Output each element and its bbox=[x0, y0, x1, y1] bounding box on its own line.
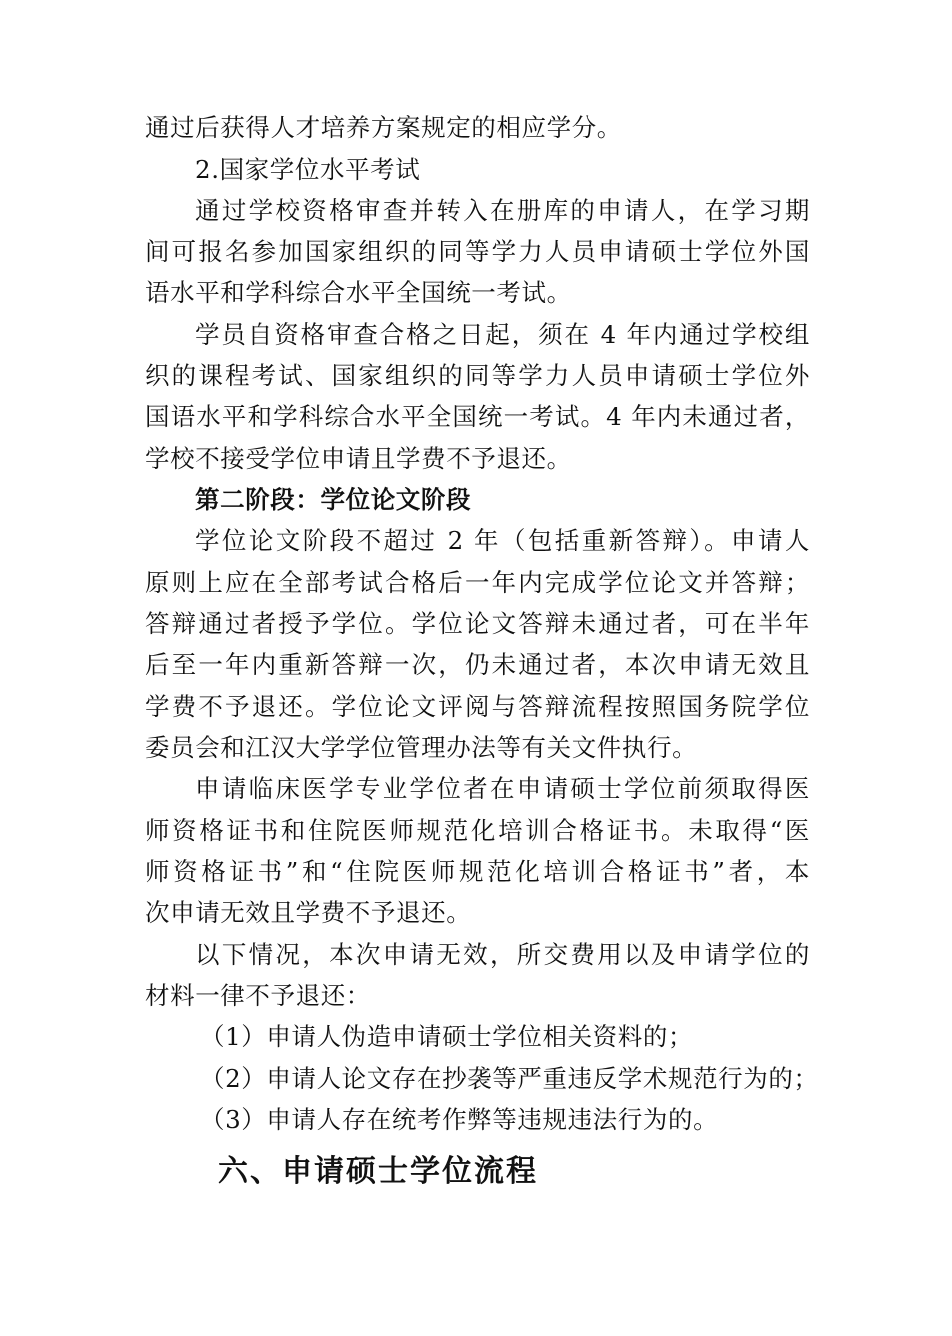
paragraph-line: 答辩通过者授予学位。学位论文答辩未通过者，可在半年 bbox=[145, 609, 810, 638]
paragraph-line: 学费不予退还。学位论文评阅与答辩流程按照国务院学位 bbox=[145, 692, 810, 721]
paragraph-line: 后至一年内重新答辩一次，仍未通过者，本次申请无效且 bbox=[145, 650, 810, 679]
paragraph-line: 师资格证书”和“住院医师规范化培训合格证书”者，本 bbox=[145, 857, 810, 886]
paragraph-line: 申请临床医学专业学位者在申请硕士学位前须取得医 bbox=[195, 774, 810, 803]
section-heading: 六、申请硕士学位流程 bbox=[218, 1154, 538, 1189]
paragraph-line: 通过学校资格审查并转入在册库的申请人，在学习期 bbox=[195, 196, 810, 225]
paragraph-line: 织的课程考试、国家组织的同等学力人员申请硕士学位外 bbox=[145, 361, 810, 390]
paragraph-line: 国语水平和学科综合水平全国统一考试。4 年内未通过者， bbox=[145, 402, 810, 431]
paragraph-line: 师资格证书和住院医师规范化培训合格证书。未取得“医 bbox=[145, 816, 810, 845]
paragraph-line: 原则上应在全部考试合格后一年内完成学位论文并答辩； bbox=[145, 568, 810, 597]
paragraph-line: 材料一律不予退还： bbox=[145, 981, 371, 1010]
subsection-title: 2.国家学位水平考试 bbox=[195, 155, 421, 184]
paragraph-line: 委员会和江汉大学学位管理办法等有关文件执行。 bbox=[145, 733, 698, 762]
list-item: （3）申请人存在统考作弊等违规违法行为的。 bbox=[200, 1105, 719, 1134]
stage-heading: 第二阶段：学位论文阶段 bbox=[195, 485, 472, 514]
paragraph-line: 次申请无效且学费不予退还。 bbox=[145, 898, 472, 927]
paragraph-line: 学位论文阶段不超过 2 年（包括重新答辩）。申请人 bbox=[195, 526, 810, 555]
paragraph-line: 间可报名参加国家组织的同等学力人员申请硕士学位外国 bbox=[145, 237, 810, 266]
paragraph-line: 学员自资格审查合格之日起，须在 4 年内通过学校组 bbox=[195, 320, 810, 349]
paragraph-line: 以下情况，本次申请无效，所交费用以及申请学位的 bbox=[195, 940, 810, 969]
paragraph-line: 通过后获得人才培养方案规定的相应学分。 bbox=[145, 113, 622, 142]
list-item: （2）申请人论文存在抄袭等严重违反学术规范行为的； bbox=[200, 1064, 819, 1093]
paragraph-line: 学校不接受学位申请且学费不予退还。 bbox=[145, 444, 572, 473]
list-item: （1）申请人伪造申请硕士学位相关资料的； bbox=[200, 1022, 694, 1051]
paragraph-line: 语水平和学科综合水平全国统一考试。 bbox=[145, 278, 572, 307]
